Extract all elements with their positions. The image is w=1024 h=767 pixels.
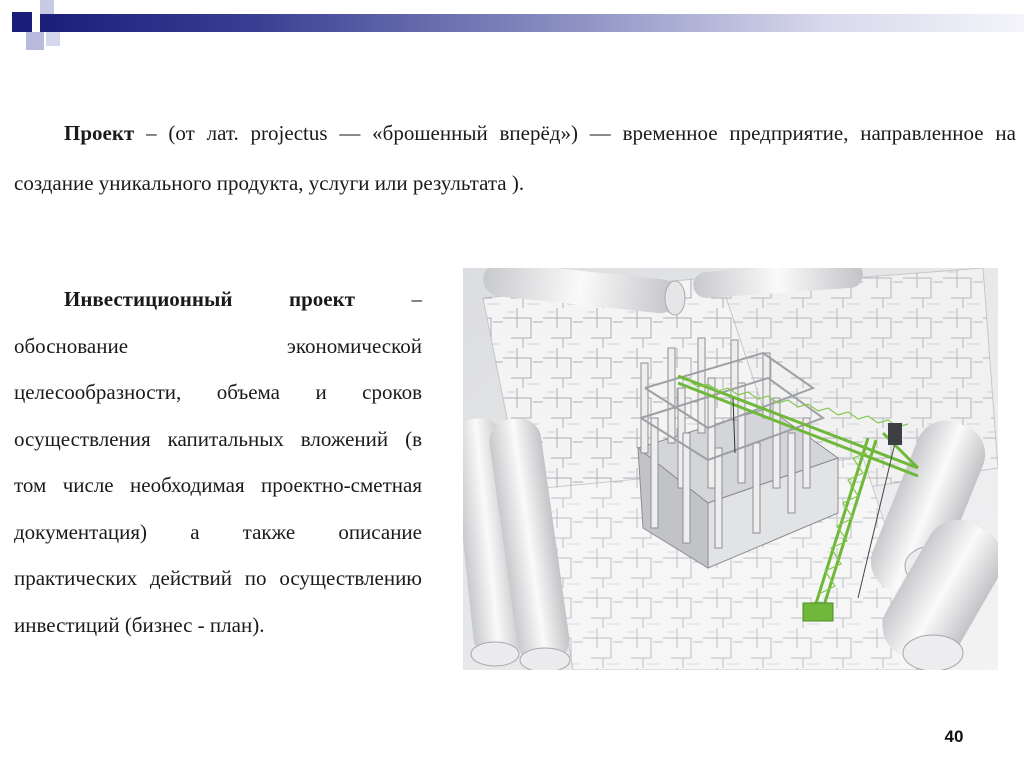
header-gradient-bar bbox=[40, 14, 1024, 32]
construction-blueprint-image bbox=[463, 268, 998, 670]
investment-project-text: – обоснование экономической целесообразности, объема и сроков осуществления капитальных вложений (в том числе необходимая проектно-сметная документация) а также описание практических действий по осуществлению инвестиций (бизнес - план). bbox=[14, 287, 422, 637]
page-number: 40 bbox=[944, 727, 964, 746]
investment-project-paragraph bbox=[14, 276, 422, 648]
investment-project-term: Инвестиционный проект bbox=[64, 287, 355, 311]
corner-square-dark bbox=[12, 12, 32, 32]
project-definition-paragraph bbox=[14, 108, 1016, 208]
project-definition-text: – (от лат. projectus — «брошенный вперёд») — временное предприятие, направленное на создание уникального продукта, услуги или результата ). bbox=[14, 121, 1016, 195]
corner-square-light bbox=[46, 32, 60, 46]
corner-square-light bbox=[26, 32, 44, 50]
project-term: Проект bbox=[64, 121, 135, 145]
corner-square-light bbox=[40, 0, 54, 14]
